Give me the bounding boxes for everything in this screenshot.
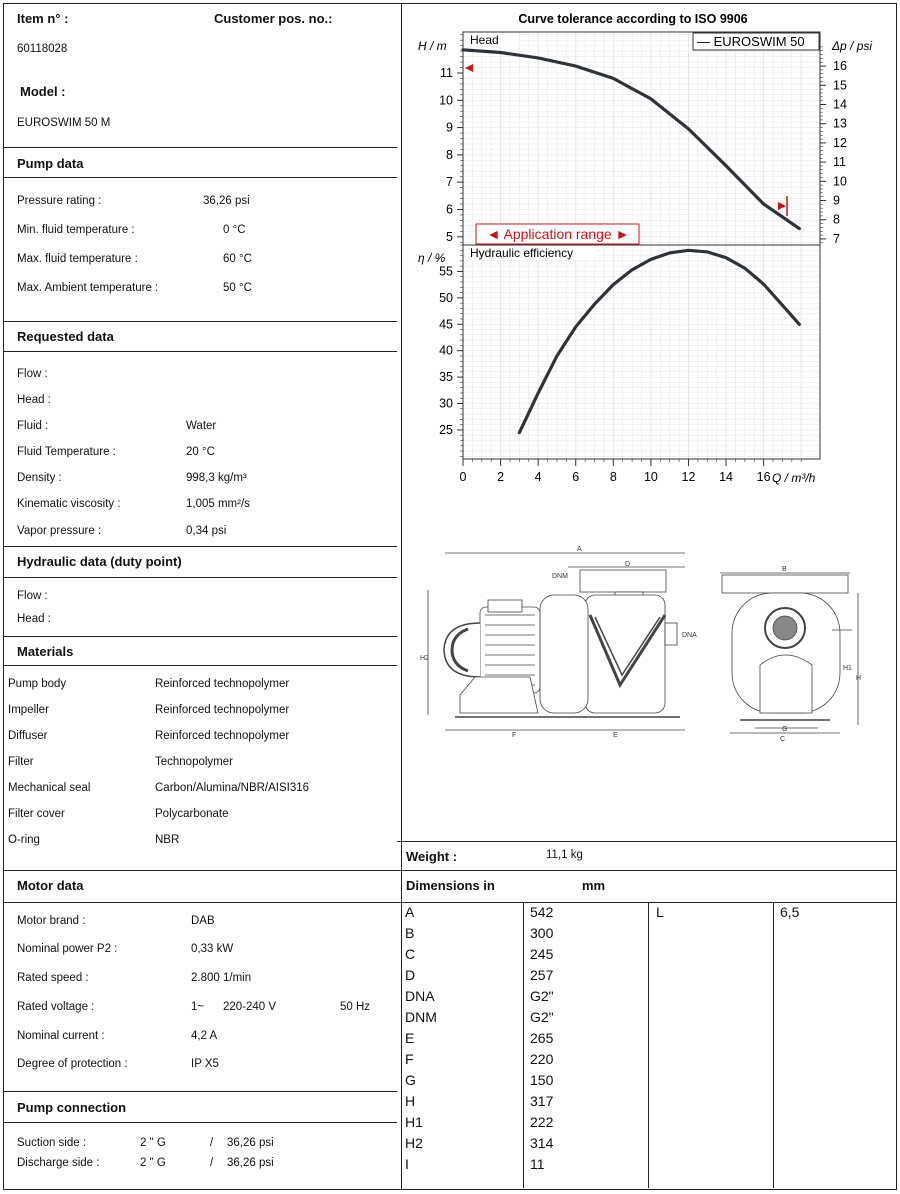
- weight-label: Weight :: [406, 849, 458, 864]
- dim-name: E: [405, 1030, 415, 1046]
- dim-name: D: [405, 967, 416, 983]
- item-label: Item n° :: [17, 11, 69, 26]
- dim-name: G: [405, 1072, 416, 1088]
- pump-connection-title: Pump connection: [17, 1100, 127, 1115]
- y-tick-label: 10: [439, 93, 453, 108]
- motor-label: Rated speed :: [17, 972, 89, 984]
- psi-tick-label: 11: [833, 155, 846, 170]
- dim-extra-value: 6,5: [780, 904, 800, 920]
- requested-data-value: 0,34 psi: [186, 525, 227, 537]
- requested-data-label: Head :: [17, 394, 51, 406]
- dim-name: H2: [405, 1135, 423, 1151]
- dim-name: A: [405, 904, 415, 920]
- section-divider: [3, 1091, 397, 1092]
- legend-entry: — EUROSWIM 50: [697, 34, 805, 49]
- section-divider: [3, 902, 397, 903]
- x-tick-label: 16: [756, 470, 771, 484]
- pump-data-label: Min. fluid temperature :: [17, 224, 135, 236]
- dim-col-line-2: [648, 902, 649, 1188]
- dim-label-h1: H1: [843, 665, 852, 672]
- y-tick-label: 50: [439, 290, 453, 305]
- pump-dimension-drawing: [420, 545, 880, 745]
- section-divider: [3, 147, 397, 148]
- dim-value: 300: [530, 925, 554, 941]
- motor-value: IP X5: [191, 1058, 219, 1070]
- connection-separator: /: [210, 1157, 214, 1169]
- pump-data-title: Pump data: [17, 156, 84, 171]
- chart-title: Curve tolerance according to ISO 9906: [518, 12, 748, 26]
- requested-data-label: Density :: [17, 472, 62, 484]
- psi-tick-label: 7: [833, 231, 840, 246]
- x-axis-label: Q / m³/h: [772, 471, 816, 485]
- y-tick-label: 7: [446, 175, 453, 190]
- requested-data-value: Water: [186, 420, 217, 432]
- connection-separator: /: [210, 1137, 214, 1149]
- pump-data-label: Max. fluid temperature :: [17, 253, 138, 265]
- material-label: O-ring: [8, 834, 40, 846]
- hydraulic-data-title: Hydraulic data (duty point): [17, 554, 182, 569]
- dim-name: DNA: [405, 988, 435, 1004]
- x-tick-label: 14: [719, 470, 734, 484]
- material-label: Mechanical seal: [8, 782, 91, 794]
- dim-label-f: F: [512, 732, 517, 739]
- y-tick-label: 5: [446, 229, 453, 244]
- psi-tick-label: 13: [833, 116, 847, 131]
- dim-value: 314: [530, 1135, 554, 1151]
- psi-tick-label: 8: [833, 212, 840, 227]
- dim-name: I: [405, 1156, 409, 1172]
- dim-name: B: [405, 925, 415, 941]
- psi-tick-label: 10: [833, 174, 847, 189]
- dim-value: 220: [530, 1051, 554, 1067]
- requested-data-label: Fluid :: [17, 420, 49, 432]
- psi-tick-label: 15: [833, 78, 847, 93]
- requested-data-label: Vapor pressure :: [17, 525, 102, 537]
- dim-label-h: H: [856, 675, 862, 682]
- efficiency-panel-label: Hydraulic efficiency: [470, 246, 574, 260]
- head-curve: [463, 50, 799, 229]
- motor-data-title: Motor data: [17, 878, 84, 893]
- dim-label-a: A: [577, 546, 582, 553]
- psi-tick-label: 12: [833, 135, 847, 150]
- y-tick-label: 35: [439, 370, 453, 385]
- divider-weight: [397, 841, 897, 842]
- y-tick-label: 11: [440, 65, 453, 80]
- psi-tick-label: 9: [833, 193, 840, 208]
- hydraulic-data-label: Head :: [17, 613, 51, 625]
- material-label: Pump body: [8, 678, 67, 690]
- x-tick-label: 4: [534, 470, 542, 484]
- x-tick-label: 6: [572, 470, 580, 484]
- motor-value-extra: 220-240 V: [223, 1001, 277, 1013]
- dimensions-label: Dimensions in: [406, 878, 495, 893]
- material-value: Reinforced technopolymer: [155, 730, 290, 742]
- dim-label-dna: DNA: [682, 632, 697, 639]
- range-end-marker: [778, 202, 786, 210]
- dim-value: G2": [530, 1009, 554, 1025]
- x-tick-label: 0: [459, 470, 467, 484]
- x-tick-label: 10: [643, 470, 658, 484]
- material-value: Reinforced technopolymer: [155, 704, 290, 716]
- dim-value: 11: [530, 1156, 545, 1172]
- dim-name: DNM: [405, 1009, 437, 1025]
- connection-label: Suction side :: [17, 1137, 87, 1149]
- divider-dim-table: [397, 902, 897, 903]
- dim-extra-name: L: [656, 904, 664, 920]
- section-divider: [3, 870, 397, 871]
- requested-data-value: 20 °C: [186, 446, 215, 458]
- pump-data-value: 36,26 psi: [203, 195, 250, 207]
- material-label: Impeller: [8, 704, 49, 716]
- motor-value: 2.800 1/min: [191, 972, 252, 984]
- dim-name: H1: [405, 1114, 423, 1130]
- y-tick-label: 9: [446, 120, 453, 135]
- hydraulic-data-label: Flow :: [17, 590, 48, 602]
- dim-value: 150: [530, 1072, 554, 1088]
- performance-chart: [398, 4, 896, 490]
- materials-title: Materials: [17, 644, 74, 659]
- dim-value: 265: [530, 1030, 554, 1046]
- x-tick-label: 12: [681, 470, 696, 484]
- y-tick-label: 55: [439, 264, 453, 279]
- range-start-marker: [465, 64, 473, 72]
- dim-label-c: C: [780, 736, 786, 743]
- dim-value: G2": [530, 988, 554, 1004]
- material-value: Technopolymer: [155, 756, 233, 768]
- section-divider: [3, 577, 397, 578]
- pump-data-label: Max. Ambient temperature :: [17, 282, 159, 294]
- connection-label: Discharge side :: [17, 1157, 100, 1169]
- dim-col-line-3: [773, 902, 774, 1188]
- motor-value: 1~: [191, 1001, 205, 1013]
- connection-pressure: 36,26 psi: [227, 1137, 274, 1149]
- section-divider: [3, 665, 397, 666]
- section-divider: [3, 351, 397, 352]
- section-divider: [3, 636, 397, 637]
- dim-label-g: G: [782, 726, 788, 733]
- material-value: Polycarbonate: [155, 808, 229, 820]
- section-divider: [3, 546, 397, 547]
- requested-data-label: Fluid Temperature :: [17, 446, 116, 458]
- connection-size: 2 " G: [140, 1157, 166, 1169]
- pump-data-value: 60 °C: [223, 253, 252, 265]
- material-value: NBR: [155, 834, 180, 846]
- motor-value-frequency: 50 Hz: [340, 1001, 371, 1013]
- customer-pos-label: Customer pos. no.:: [214, 11, 333, 26]
- section-divider: [3, 1122, 397, 1123]
- motor-label: Rated voltage :: [17, 1001, 95, 1013]
- dim-label-d: D: [625, 561, 631, 568]
- item-number: 60118028: [17, 43, 68, 55]
- application-range-label: ◄ Application range ►: [486, 226, 630, 242]
- dim-col-line-1: [523, 902, 524, 1188]
- dim-label-b: B: [782, 566, 787, 573]
- psi-tick-label: 16: [833, 59, 847, 74]
- y-tick-label: 6: [446, 202, 453, 217]
- model-value: EUROSWIM 50 M: [17, 117, 111, 129]
- dim-value: 317: [530, 1093, 554, 1109]
- dim-name: C: [405, 946, 416, 962]
- connection-pressure: 36,26 psi: [227, 1157, 274, 1169]
- dim-name: H: [405, 1093, 416, 1109]
- weight-value: 11,1 kg: [546, 849, 583, 861]
- requested-data-label: Kinematic viscosity :: [17, 498, 121, 510]
- section-divider: [3, 177, 397, 178]
- requested-data-value: 1,005 mm²/s: [186, 498, 250, 510]
- pump-data-value: 0 °C: [223, 224, 246, 236]
- dim-name: F: [405, 1051, 414, 1067]
- y-tick-label: 25: [439, 422, 453, 437]
- pump-data-label: Pressure rating :: [17, 195, 102, 207]
- divider-dimensions: [397, 870, 897, 871]
- requested-data-title: Requested data: [17, 329, 114, 344]
- dim-label-e: E: [613, 732, 618, 739]
- section-divider: [3, 321, 397, 322]
- motor-label: Nominal current :: [17, 1030, 105, 1042]
- pump-data-value: 50 °C: [223, 282, 252, 294]
- dim-value: 245: [530, 946, 554, 962]
- dim-value: 222: [530, 1114, 554, 1130]
- dim-value: 542: [530, 904, 554, 920]
- material-value: Carbon/Alumina/NBR/AISI316: [155, 782, 310, 794]
- requested-data-value: 998,3 kg/m³: [186, 472, 247, 484]
- dp-axis-label: Δp / psi: [832, 39, 873, 53]
- motor-label: Degree of protection :: [17, 1058, 128, 1070]
- y-tick-label: 30: [439, 396, 453, 411]
- material-value: Reinforced technopolymer: [155, 678, 290, 690]
- model-label: Model :: [20, 84, 66, 99]
- head-panel-label: Head: [470, 33, 499, 47]
- y-tick-label: 45: [439, 317, 453, 332]
- x-tick-label: 2: [497, 470, 505, 484]
- dim-value: 257: [530, 967, 554, 983]
- motor-label: Nominal power P2 :: [17, 943, 118, 955]
- y-tick-label: 40: [439, 343, 453, 358]
- material-label: Filter cover: [8, 808, 65, 820]
- motor-label: Motor brand :: [17, 915, 86, 927]
- motor-value: DAB: [191, 915, 215, 927]
- requested-data-label: Flow :: [17, 368, 48, 380]
- motor-value: 0,33 kW: [191, 943, 234, 955]
- psi-tick-label: 14: [833, 97, 847, 112]
- y-tick-label: 8: [446, 147, 453, 162]
- material-label: Filter: [8, 756, 34, 768]
- x-tick-label: 8: [609, 470, 617, 484]
- connection-size: 2 " G: [140, 1137, 166, 1149]
- dim-label-dnm: DNM: [552, 573, 568, 580]
- motor-value: 4,2 A: [191, 1030, 218, 1042]
- dimensions-unit: mm: [582, 878, 606, 893]
- dim-label-h2: H2: [420, 655, 429, 662]
- efficiency-curve: [519, 250, 799, 432]
- material-label: Diffuser: [8, 730, 48, 742]
- eff-axis-label: η / %: [418, 251, 446, 265]
- head-axis-label: H / m: [418, 39, 447, 53]
